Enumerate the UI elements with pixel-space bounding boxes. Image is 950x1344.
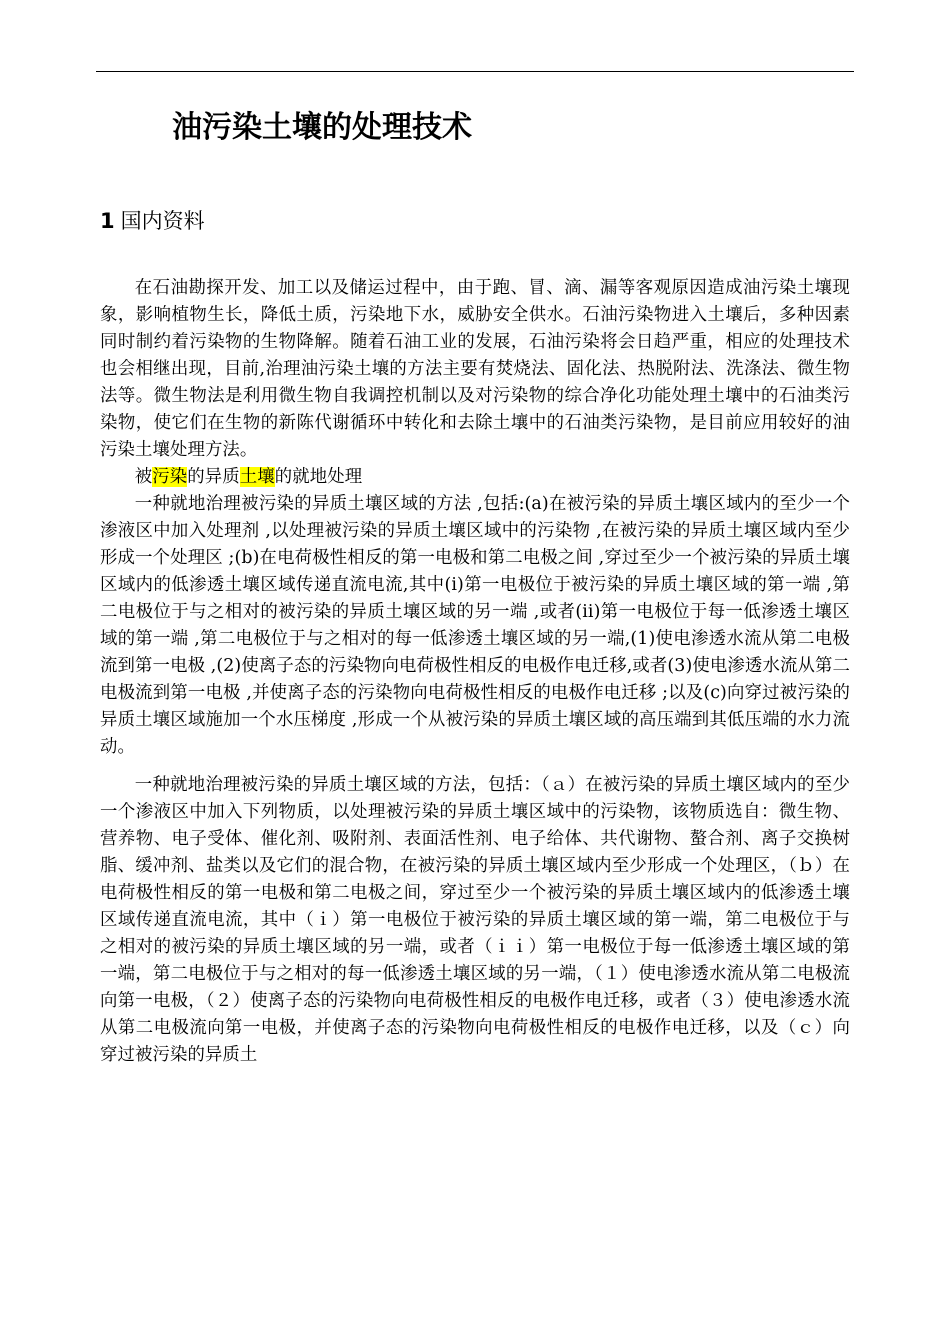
document-title: 油污染土壤的处理技术 bbox=[172, 110, 472, 145]
document-body bbox=[100, 275, 850, 1069]
subheading-part-2: 的异质 bbox=[187, 467, 240, 487]
subheading-part-1: 被 bbox=[134, 467, 153, 487]
paragraph-method-2: 一种就地治理被污染的异质土壤区域的方法，包括：（ａ）在被污染的异质土壤区域内的至少一个渗液区中加入下列物质，以处理被污染的异质土壤区域中的污染物，该物质选自：微生物、营养物、电子受体、催化剂、吸附剂、表面活性剂、电子给体、共代谢物、螯合剂、离子交换树脂、缓冲剂、盐类以及它们的混合物，在被污染的异质土壤区域内至少形成一个处理区，（ｂ）在电荷极性相反的第一电极和第二电极之间，穿过至少一个被污染的异质土壤区域内的低渗透土壤区域传递直流电流，其中（ｉ）第一电极位于被污染的异质土壤区域的第一端，第二电极位于与之相对的被污染的异质土壤区域的另一端，或者（ｉｉ）第一电极位于每一低渗透土壤区域的第一端，第二电极位于与之相对的每一低渗透土壤区域的另一端，（１）使电渗透水流从第二电极流向第一电极，（２）使离子态的污染物向电荷极性相反的电极作电迁移，或者（３）使电渗透水流从第二电极流向第一电极，并使离子态的污染物向电荷极性相反的电极作电迁移，以及（ｃ）向穿过被污染的异质土 bbox=[100, 775, 850, 1065]
highlighted-term-pollution: 污染 bbox=[152, 467, 188, 487]
section-heading bbox=[100, 204, 205, 238]
highlighted-term-soil: 土壤 bbox=[239, 467, 275, 487]
section-title: 国内资料 bbox=[120, 209, 205, 233]
paragraph-intro: 在石油勘探开发、加工以及储运过程中，由于跑、冒、滴、漏等客观原因造成油污染土壤现象，影响植物生长，降低土质，污染地下水，威胁安全供水。石油污染物进入土壤后，多种因素同时制约着污染物的生物降解。随着石油工业的发展，石油污染将会日趋严重，相应的处理技术也会相继出现，目前,治理油污染土壤的方法主要有焚烧法、固化法、热脱附法、洗涤法、微生物法等。微生物法是利用微生物自我调控机制以及对污染物的综合净化功能处理土壤中的石油类污染物，使它们在生物的新陈代谢循环中转化和去除土壤中的石油类污染物，是目前应用较好的油污染土壤处理方法。 bbox=[100, 278, 850, 460]
section-number: 1 bbox=[100, 209, 115, 233]
paragraph-subheading bbox=[100, 464, 850, 491]
subheading-part-3: 的就地处理 bbox=[274, 467, 363, 487]
paragraph-method-1: 一种就地治理被污染的异质土壤区域的方法 ,包括:(a)在被污染的异质土壤区域内的至少一个渗液区中加入处理剂 ,以处理被污染的异质土壤区域中的污染物 ,在被污染的异质土壤区域内至少形成一个处理区 ;(b)在电荷极性相反的第一电极和第二电极之间 ,穿过至少一个被污染的异质土壤区域内的低渗透土壤区域传递直流电流,其中(i)第一电极位于被污染的异质土壤区域的第一端 ,第二电极位于与之相对的被污染的异质土壤区域的另一端 ,或者(ii)第一电极位于每一低渗透土壤区域的第一端 ,第二电极位于与之相对的每一低渗透土壤区域的另一端,(1)使电渗透水流从第二电极流到第一电极 ,(2)使离子态的污染物向电荷极性相反的电极作电迁移,或者(3)使电渗透水流从第二电极流到第一电极 ,并使离子态的污染物向电荷极性相反的电极作电迁移 ;以及(c)向穿过被污染的异质土壤区域施加一个水压梯度 ,形成一个从被污染的异质土壤区域的高压端到其低压端的水力流动。 bbox=[100, 494, 850, 757]
header-rule bbox=[96, 71, 854, 72]
